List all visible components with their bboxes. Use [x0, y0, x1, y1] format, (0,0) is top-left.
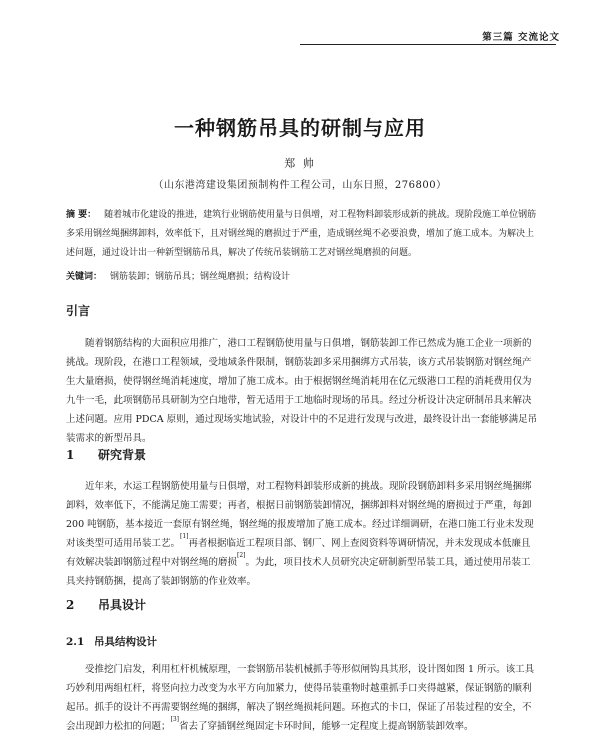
running-header: 第三篇 交流论文 [482, 32, 560, 43]
abstract [66, 206, 538, 266]
header-rule [300, 44, 556, 45]
section-2-1-heading [66, 634, 157, 649]
author: 郑 帅 [284, 157, 316, 170]
section-1-heading [66, 446, 146, 463]
intro-paragraph: 随着钢筋结构的大面积应用推广，港口工程钢筋使用量与日俱增，钢筋装卸工作已然成为施工企业一项新的挑战。现阶段，在港口工程领域，受地域条件限制，钢筋装卸多采用捆绑方式吊装，该方式吊装钢筋对钢丝绳产生大量磨损，使得钢丝绳消耗速度，增加了施工成本。由于根据钢丝绳消耗用在亿元级港口工程的消耗费用仅为九牛一毛，此项钢筋吊具研制为空白地带，暂无适用于工地临时现场的吊具。经过分析设计决定研制吊具来解决上述问题。应用 PDCA 原则，通过现场实地试验，对设计中的不足进行发现与改进，最终设计出一套能够满足吊装需求的新型吊具。 [66, 338, 538, 444]
section-2-heading [66, 596, 146, 613]
section-1-paragraph: 近年来，水运工程钢筋使用量与日俱增，对工程物料卸装形成新的挑战。现阶段钢筋卸料多采用钢丝绳捆绑卸料，效率低下，不能满足施工需要；再者，根据日前钢筋装卸情况，捆绑卸料对钢丝绳的磨损过于严重，每卸 200 吨钢筋，基本接近一套原有钢丝绳，钢丝绳的报废增加了施工成本。经过详细调研，在港口施工行业未发现对该类型可适用吊装工艺。[1]再者根据临近工程项目部、钢厂、网上查阅资料等调研情况，并未发现成本低廉且有效解决装卸钢筋过程中对钢丝绳的磨损[2]。为此，项目技术人员研究决定研制新型吊装工具，通过使用吊装工具夹持钢筋捆，提高了装卸钢筋的作业效率。 [66, 481, 534, 587]
abstract-text: 随着城市化建设的推进，建筑行业钢筋使用量与日俱增，对工程物料卸装形成新的挑战。现阶段施工单位钢筋多采用钢丝绳捆绑卸料，效率低下，且对钢丝绳的磨损过于严重，造成钢丝绳不必要浪费，增加了施工成本。为解决上述问题，通过设计出一种新型钢筋吊具，解决了传统吊装钢筋工艺对钢丝绳磨损的问题。 [66, 210, 537, 258]
section-2-1-title: 吊具结构设计 [94, 636, 157, 648]
abstract-label: 摘 要： [66, 210, 97, 220]
keywords [66, 268, 538, 287]
section-2-title: 吊具设计 [98, 598, 147, 612]
keywords-text: 钢筋装卸；钢筋吊具；钢丝绳磨损；结构设计 [110, 272, 291, 282]
section-1-title: 研究背景 [98, 448, 147, 462]
paper-title: 一种钢筋吊具的研制与应用 [174, 116, 426, 140]
section-2-number: 2 [66, 598, 75, 612]
intro-heading: 引言 [66, 304, 91, 318]
citation-2: [2] [237, 552, 246, 559]
section-2-1-number: 2.1 [66, 636, 85, 648]
affiliation: （山东港湾建设集团预制构件工程公司，山东日照，276800） [153, 180, 447, 191]
section-1-number: 1 [66, 448, 75, 462]
keywords-label: 关键词： [66, 272, 103, 282]
citation-1: [1] [180, 533, 189, 540]
section-2-1-paragraph: 受推挖门启发，利用杠杆机械原理，一套钢筋吊装机械抓手等形似闸钩具其形，设计图如图 1 所示。该工具巧妙利用两组杠杆，将竖向拉力改变为水平方向加紧力，使得吊装重物时越重抓手口夹得越紧，保证钢筋的顺利起吊。抓手的设计不再需要钢丝绳的捆绑，解决了钢丝绳损耗问题。环抱式的卡口，保证了吊装过程的安全，不会出现卸力松扣的问题；[3]省去了穿插钢丝绳固定卡环时间，能够一定程度上提高钢筋装卸效率。 [66, 664, 535, 732]
citation-3: [3] [170, 716, 180, 723]
